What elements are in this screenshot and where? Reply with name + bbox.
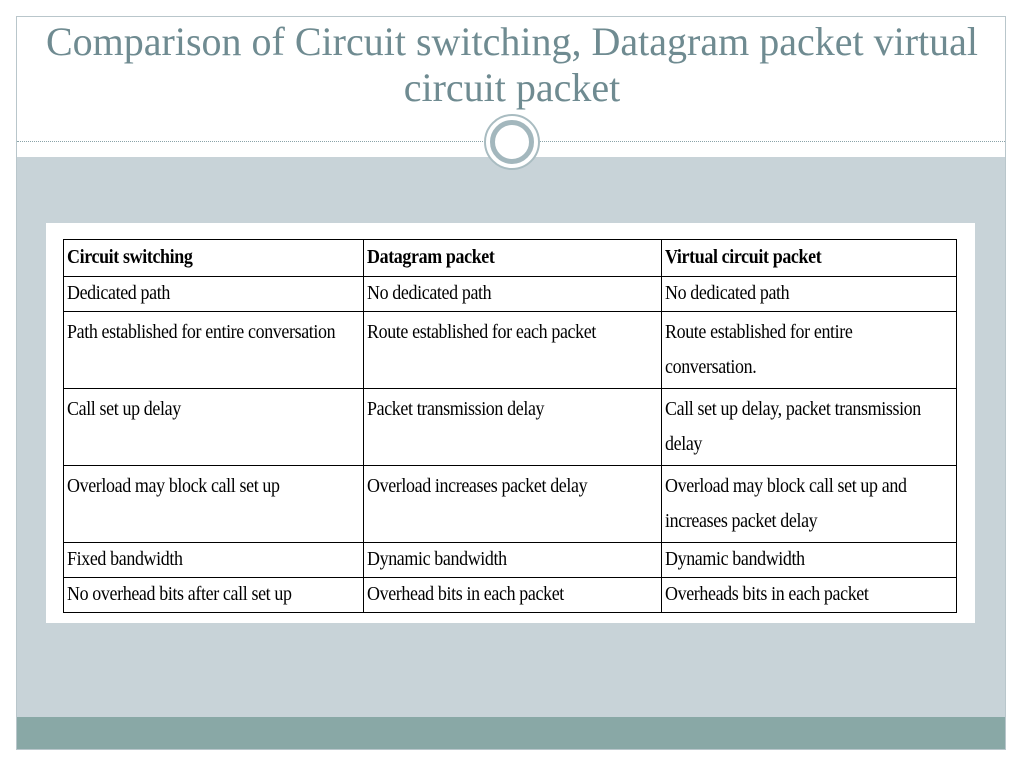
comparison-table-image: [46, 223, 975, 623]
table-cell: Overheads bits in each packet: [662, 578, 957, 613]
table-cell: Call set up delay: [64, 389, 364, 466]
table-cell: Dynamic bandwidth: [662, 543, 957, 578]
table-cell: Overload may block call set up and increases packet delay: [662, 466, 957, 543]
table-cell: Call set up delay, packet transmission delay: [662, 389, 957, 466]
table-header-row: [64, 240, 957, 277]
header-virtual-circuit-packet: Virtual circuit packet: [662, 240, 957, 277]
comparison-table: [63, 239, 957, 613]
table-cell: No dedicated path: [662, 277, 957, 312]
table-cell: Route established for entire conversation.: [662, 312, 957, 389]
table-row: [64, 466, 957, 543]
table-row: [64, 312, 957, 389]
table-row: [64, 277, 957, 312]
table-cell: Overload increases packet delay: [364, 466, 662, 543]
header-datagram-packet: Datagram packet: [364, 240, 662, 277]
table-row: [64, 578, 957, 613]
table-cell: No overhead bits after call set up: [64, 578, 364, 613]
slide: [16, 16, 1006, 750]
table-cell: Route established for each packet: [364, 312, 662, 389]
circle-ornament-icon: [484, 114, 540, 170]
table-cell: Packet transmission delay: [364, 389, 662, 466]
table-cell: Overload may block call set up: [64, 466, 364, 543]
table-cell: Path established for entire conversation: [64, 312, 364, 389]
table-cell: Overhead bits in each packet: [364, 578, 662, 613]
table-cell: Dedicated path: [64, 277, 364, 312]
table-row: [64, 389, 957, 466]
header-circuit-switching: Circuit switching: [64, 240, 364, 277]
table-row: [64, 543, 957, 578]
slide-title: Comparison of Circuit switching, Datagram packet virtual circuit packet: [46, 19, 978, 110]
footer-bar: [17, 717, 1006, 750]
table-cell: Fixed bandwidth: [64, 543, 364, 578]
table-cell: No dedicated path: [364, 277, 662, 312]
table-cell: Dynamic bandwidth: [364, 543, 662, 578]
